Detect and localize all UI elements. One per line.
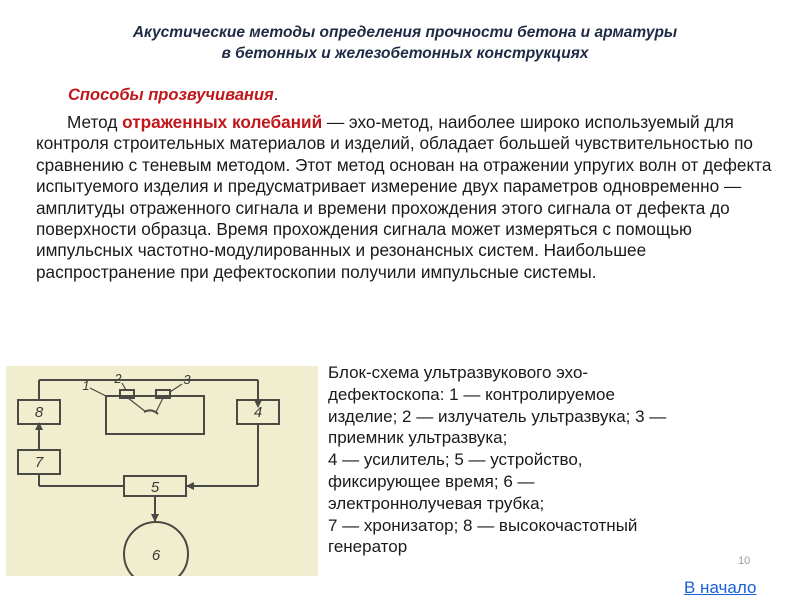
caption-line: изделие; 2 — излучатель ультразвука; 3 — — [328, 406, 667, 426]
caption-line: Блок-схема ультразвукового эхо- — [328, 363, 589, 382]
home-link[interactable]: В начало — [684, 578, 757, 597]
flaw-detector-diagram — [6, 366, 318, 576]
page-number: 10 — [738, 555, 751, 567]
title-line-2: в бетонных и железобетонных конструкциях — [221, 45, 589, 62]
caption-line: приемник ультразвука; — [328, 428, 508, 448]
label-4: 4 — [253, 404, 263, 421]
label-8: 8 — [34, 404, 44, 421]
caption-line: электроннолучевая трубка; — [328, 493, 545, 513]
label-2: 2 — [114, 371, 122, 386]
label-7: 7 — [34, 454, 44, 471]
subheading-dot: . — [273, 86, 279, 104]
label-3: 3 — [183, 372, 191, 387]
caption-line: дефектоскопа: 1 — контролируемое — [328, 384, 615, 404]
paragraph-text: — эхо-метод, наиболее широко используемый для контроля строительных материалов и изделий, обладает большей чувствительностью по сравнению с теневым методом. Этот метод основан на отражении упругих волн от дефекта испытуемого изделия и предусматривает измерение двух параметров одновременно — амплитуды отраженного сигнала и времени прохождения этого сигнала от дефекта до поверхности образца. Время прохождения сигнала может измеряться с помощью импульсных частотно-модулированных и резонансных систем. Наибольшее распространение при дефектоскопии получили импульсные системы. — [36, 112, 772, 282]
label-1: 1 — [82, 378, 90, 393]
caption-line: фиксирующее время; 6 — — [328, 471, 535, 491]
caption-line: генератор — [328, 537, 408, 557]
title-line-1: Акустические методы определения прочности бетона и арматуры — [132, 24, 678, 41]
label-6: 6 — [151, 547, 161, 564]
caption-line: 4 — усилитель; 5 — устройство, — [328, 450, 583, 470]
subheading — [68, 86, 278, 105]
label-5: 5 — [150, 479, 160, 496]
specimen-block-1 — [106, 396, 204, 434]
body-paragraph — [36, 112, 776, 283]
diagram-svg — [6, 366, 318, 576]
paragraph-accent: отраженных колебаний — [122, 112, 323, 132]
slide-title — [40, 22, 770, 64]
caption-line: 7 — хронизатор; 8 — высокочастотный — [328, 515, 638, 535]
subheading-text: Способы прозвучивания — [68, 86, 274, 104]
diagram-caption — [328, 362, 768, 558]
paragraph-lead: Метод — [67, 112, 123, 132]
